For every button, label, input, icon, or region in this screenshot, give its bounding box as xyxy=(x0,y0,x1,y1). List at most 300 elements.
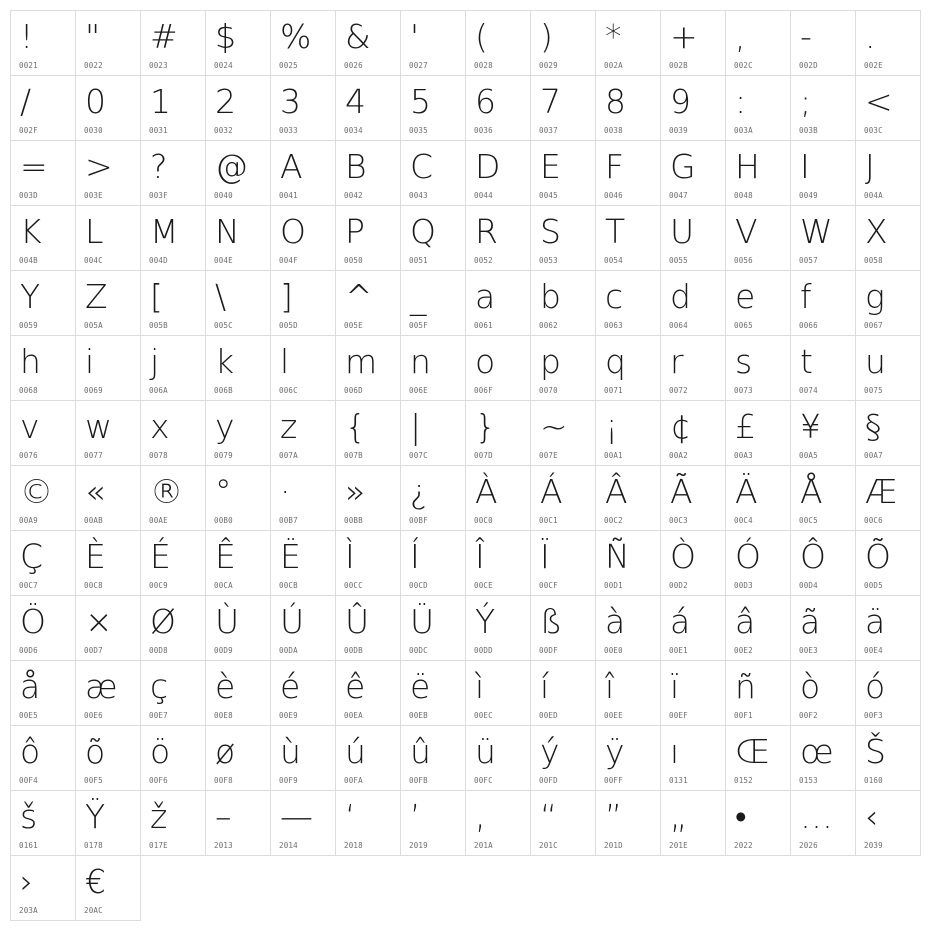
glyph-cell xyxy=(465,530,531,596)
glyph-codepoint-label: 003A xyxy=(734,126,753,135)
glyph-character: Y xyxy=(20,277,41,316)
glyph-cell xyxy=(75,855,141,921)
glyph-cell xyxy=(270,725,336,791)
glyph-character: Ì xyxy=(345,537,355,576)
glyph-cell xyxy=(725,335,791,401)
glyph-character: X xyxy=(865,212,888,251)
glyph-character: Ä xyxy=(735,472,758,511)
glyph-cell xyxy=(205,660,271,726)
glyph-codepoint-label: 003B xyxy=(799,126,818,135)
glyph-character: Ê xyxy=(215,537,236,576)
glyph-codepoint-label: 00D9 xyxy=(214,646,233,655)
glyph-character: – xyxy=(215,797,232,836)
glyph-character: è xyxy=(215,667,236,706)
glyph-cell xyxy=(855,205,921,271)
glyph-codepoint-label: 0056 xyxy=(734,256,753,265)
glyph-cell xyxy=(530,465,596,531)
glyph-character: H xyxy=(735,147,760,186)
glyph-cell xyxy=(595,205,661,271)
glyph-character: s xyxy=(735,342,753,381)
glyph-cell xyxy=(205,465,271,531)
glyph-cell xyxy=(10,140,76,206)
glyph-codepoint-label: 00DD xyxy=(474,646,493,655)
glyph-character: ! xyxy=(20,17,34,56)
glyph-codepoint-label: 0161 xyxy=(19,841,38,850)
glyph-character: › xyxy=(20,862,34,901)
glyph-cell xyxy=(140,790,206,856)
glyph-character: p xyxy=(540,342,561,381)
glyph-character: " xyxy=(85,17,101,56)
glyph-cell xyxy=(530,660,596,726)
glyph-character: É xyxy=(150,537,171,576)
glyph-codepoint-label: 00A2 xyxy=(669,451,688,460)
glyph-cell xyxy=(335,400,401,466)
glyph-cell xyxy=(75,595,141,661)
glyph-cell xyxy=(725,400,791,466)
glyph-cell xyxy=(270,465,336,531)
glyph-codepoint-label: 2013 xyxy=(214,841,233,850)
glyph-character: A xyxy=(280,147,303,186)
glyph-codepoint-label: 0065 xyxy=(734,321,753,330)
glyph-codepoint-label: 00D5 xyxy=(864,581,883,590)
glyph-character: Ë xyxy=(280,537,301,576)
glyph-character: Ý xyxy=(475,602,496,641)
glyph-cell xyxy=(465,270,531,336)
glyph-codepoint-label: 0037 xyxy=(539,126,558,135)
glyph-codepoint-label: 005B xyxy=(149,321,168,330)
glyph-cell xyxy=(725,270,791,336)
glyph-codepoint-label: 004B xyxy=(19,256,38,265)
glyph-cell xyxy=(335,10,401,76)
glyph-codepoint-label: 006B xyxy=(214,386,233,395)
glyph-codepoint-label: 0028 xyxy=(474,61,493,70)
glyph-character: * xyxy=(605,17,622,56)
glyph-cell xyxy=(530,400,596,466)
glyph-codepoint-label: 00E8 xyxy=(214,711,233,720)
glyph-character: x xyxy=(150,407,170,446)
glyph-cell xyxy=(10,790,76,856)
glyph-cell xyxy=(595,790,661,856)
glyph-cell xyxy=(205,790,271,856)
glyph-character: ù xyxy=(280,732,301,771)
glyph-character: $ xyxy=(215,17,236,56)
glyph-codepoint-label: 00E6 xyxy=(84,711,103,720)
glyph-cell xyxy=(660,465,726,531)
glyph-cell xyxy=(75,205,141,271)
glyph-cell xyxy=(725,790,791,856)
glyph-codepoint-label: 006E xyxy=(409,386,428,395)
glyph-character: j xyxy=(150,342,160,381)
glyph-cell xyxy=(660,10,726,76)
glyph-codepoint-label: 0025 xyxy=(279,61,298,70)
glyph-cell xyxy=(335,270,401,336)
glyph-codepoint-label: 0075 xyxy=(864,386,883,395)
glyph-codepoint-label: 0063 xyxy=(604,321,623,330)
glyph-character: o xyxy=(475,342,496,381)
glyph-character: ø xyxy=(215,732,236,771)
glyph-codepoint-label: 002D xyxy=(799,61,818,70)
glyph-character: Ö xyxy=(20,602,46,641)
glyph-character: ‘ xyxy=(345,797,356,836)
glyph-character: « xyxy=(85,472,106,511)
glyph-character: t xyxy=(800,342,813,381)
glyph-codepoint-label: 00CF xyxy=(539,581,558,590)
glyph-cell xyxy=(790,660,856,726)
glyph-character: h xyxy=(20,342,41,381)
glyph-character: Õ xyxy=(865,537,891,576)
glyph-codepoint-label: 005F xyxy=(409,321,428,330)
glyph-codepoint-label: 00E0 xyxy=(604,646,623,655)
glyph-cell xyxy=(140,530,206,596)
glyph-codepoint-label: 0079 xyxy=(214,451,233,460)
glyph-character: Ï xyxy=(540,537,550,576)
glyph-cell xyxy=(75,270,141,336)
glyph-cell xyxy=(335,140,401,206)
glyph-cell xyxy=(140,400,206,466)
glyph-character: ÿ xyxy=(605,732,625,771)
glyph-cell xyxy=(400,725,466,791)
glyph-character: Ú xyxy=(280,602,305,641)
glyph-codepoint-label: 007D xyxy=(474,451,493,460)
glyph-cell xyxy=(790,205,856,271)
glyph-cell xyxy=(790,725,856,791)
glyph-character: ß xyxy=(540,602,563,641)
glyph-character: ì xyxy=(475,667,485,706)
glyph-codepoint-label: 00AB xyxy=(84,516,103,525)
glyph-cell xyxy=(10,725,76,791)
glyph-codepoint-label: 005C xyxy=(214,321,233,330)
glyph-cell xyxy=(140,75,206,141)
glyph-character: < xyxy=(865,82,893,121)
glyph-character: % xyxy=(280,17,312,56)
glyph-codepoint-label: 0067 xyxy=(864,321,883,330)
glyph-codepoint-label: 2018 xyxy=(344,841,363,850)
glyph-codepoint-label: 0052 xyxy=(474,256,493,265)
glyph-codepoint-label: 2014 xyxy=(279,841,298,850)
glyph-character: æ xyxy=(85,667,118,706)
glyph-cell xyxy=(530,335,596,401)
glyph-character: J xyxy=(865,147,875,186)
glyph-character: Æ xyxy=(865,472,898,511)
glyph-character: v xyxy=(20,407,40,446)
glyph-codepoint-label: 203A xyxy=(19,906,38,915)
glyph-character: u xyxy=(865,342,886,381)
glyph-cell xyxy=(595,595,661,661)
glyph-character: f xyxy=(800,277,812,316)
glyph-character: # xyxy=(150,17,178,56)
glyph-codepoint-label: 0042 xyxy=(344,191,363,200)
glyph-cell xyxy=(725,595,791,661)
glyph-cell xyxy=(855,595,921,661)
glyph-cell xyxy=(725,10,791,76)
glyph-character: Ñ xyxy=(605,537,630,576)
glyph-character: · xyxy=(280,472,291,511)
glyph-codepoint-label: 201D xyxy=(604,841,623,850)
glyph-codepoint-label: 0046 xyxy=(604,191,623,200)
glyph-codepoint-label: 00F3 xyxy=(864,711,883,720)
glyph-character: i xyxy=(85,342,95,381)
glyph-cell xyxy=(75,660,141,726)
glyph-codepoint-label: 201C xyxy=(539,841,558,850)
glyph-character: | xyxy=(410,407,422,446)
glyph-cell xyxy=(465,725,531,791)
glyph-character: S xyxy=(540,212,561,251)
glyph-character: - xyxy=(800,17,812,56)
glyph-codepoint-label: 0047 xyxy=(669,191,688,200)
glyph-codepoint-label: 00CE xyxy=(474,581,493,590)
glyph-character: = xyxy=(20,147,48,186)
glyph-character: Q xyxy=(410,212,436,251)
glyph-codepoint-label: 004A xyxy=(864,191,883,200)
glyph-cell xyxy=(790,530,856,596)
glyph-cell xyxy=(270,205,336,271)
glyph-cell xyxy=(660,660,726,726)
glyph-cell xyxy=(270,335,336,401)
glyph-character: Z xyxy=(85,277,108,316)
glyph-cell xyxy=(530,790,596,856)
glyph-codepoint-label: 0030 xyxy=(84,126,103,135)
glyph-codepoint-label: 0074 xyxy=(799,386,818,395)
glyph-codepoint-label: 2026 xyxy=(799,841,818,850)
glyph-cell xyxy=(400,10,466,76)
glyph-character: ç xyxy=(150,667,169,706)
glyph-character: [ xyxy=(150,277,163,316)
glyph-character: ® xyxy=(150,472,183,511)
glyph-character: ê xyxy=(345,667,366,706)
glyph-cell xyxy=(335,335,401,401)
glyph-character: “ xyxy=(540,797,558,836)
glyph-cell xyxy=(205,400,271,466)
glyph-character: î xyxy=(605,667,615,706)
glyph-codepoint-label: 002F xyxy=(19,126,38,135)
glyph-codepoint-label: 00DB xyxy=(344,646,363,655)
glyph-cell xyxy=(10,75,76,141)
glyph-cell xyxy=(790,140,856,206)
glyph-character: × xyxy=(85,602,113,641)
glyph-character: 8 xyxy=(605,82,626,121)
glyph-codepoint-label: 00CB xyxy=(279,581,298,590)
glyph-cell xyxy=(205,530,271,596)
glyph-codepoint-label: 00C7 xyxy=(19,581,38,590)
glyph-codepoint-label: 0153 xyxy=(799,776,818,785)
glyph-character: » xyxy=(345,472,366,511)
glyph-cell xyxy=(140,595,206,661)
glyph-cell xyxy=(530,75,596,141)
glyph-cell xyxy=(465,595,531,661)
glyph-cell xyxy=(530,270,596,336)
glyph-character: — xyxy=(280,797,313,836)
glyph-character: 2 xyxy=(215,82,236,121)
glyph-cell xyxy=(335,725,401,791)
glyph-character: Œ xyxy=(735,732,771,771)
glyph-codepoint-label: 0048 xyxy=(734,191,753,200)
glyph-codepoint-label: 005E xyxy=(344,321,363,330)
glyph-character: ; xyxy=(800,82,812,121)
glyph-character: ã xyxy=(800,602,821,641)
glyph-cell xyxy=(75,335,141,401)
glyph-cell xyxy=(10,855,76,921)
glyph-cell xyxy=(335,530,401,596)
glyph-codepoint-label: 00AE xyxy=(149,516,168,525)
glyph-codepoint-label: 0033 xyxy=(279,126,298,135)
glyph-codepoint-label: 00DA xyxy=(279,646,298,655)
glyph-character: ‹ xyxy=(865,797,879,836)
glyph-codepoint-label: 00BF xyxy=(409,516,428,525)
glyph-cell xyxy=(75,10,141,76)
glyph-cell xyxy=(75,140,141,206)
glyph-character: 9 xyxy=(670,82,691,121)
glyph-codepoint-label: 006C xyxy=(279,386,298,395)
glyph-character: + xyxy=(670,17,698,56)
glyph-character: R xyxy=(475,212,498,251)
glyph-cell xyxy=(725,75,791,141)
glyph-cell xyxy=(725,140,791,206)
glyph-cell xyxy=(270,270,336,336)
glyph-cell xyxy=(660,790,726,856)
glyph-character: C xyxy=(410,147,434,186)
glyph-character: ¿ xyxy=(410,472,428,511)
glyph-codepoint-label: 00FB xyxy=(409,776,428,785)
glyph-codepoint-label: 0178 xyxy=(84,841,103,850)
glyph-character: Ù xyxy=(215,602,240,641)
glyph-character: ô xyxy=(20,732,41,771)
glyph-codepoint-label: 00D4 xyxy=(799,581,818,590)
glyph-cell xyxy=(10,660,76,726)
glyph-codepoint-label: 0059 xyxy=(19,321,38,330)
glyph-cell xyxy=(855,75,921,141)
glyph-character: E xyxy=(540,147,561,186)
glyph-codepoint-label: 007E xyxy=(539,451,558,460)
glyph-cell xyxy=(855,400,921,466)
glyph-cell xyxy=(465,75,531,141)
glyph-cell xyxy=(790,75,856,141)
glyph-character: ‚ xyxy=(475,797,486,836)
glyph-codepoint-label: 0160 xyxy=(864,776,883,785)
glyph-codepoint-label: 00C6 xyxy=(864,516,883,525)
glyph-codepoint-label: 00D2 xyxy=(669,581,688,590)
glyph-character: B xyxy=(345,147,367,186)
glyph-codepoint-label: 0077 xyxy=(84,451,103,460)
glyph-character: L xyxy=(85,212,104,251)
glyph-cell xyxy=(790,270,856,336)
glyph-cell xyxy=(595,75,661,141)
glyph-character: e xyxy=(735,277,756,316)
glyph-character: Å xyxy=(800,472,823,511)
glyph-codepoint-label: 00E3 xyxy=(799,646,818,655)
glyph-character: @ xyxy=(215,147,248,186)
glyph-character: Ü xyxy=(410,602,435,641)
glyph-codepoint-label: 004C xyxy=(84,256,103,265)
glyph-character: Û xyxy=(345,602,370,641)
glyph-cell xyxy=(205,595,271,661)
glyph-cell xyxy=(75,465,141,531)
glyph-character: 3 xyxy=(280,82,301,121)
glyph-character: ( xyxy=(475,17,488,56)
glyph-cell xyxy=(855,465,921,531)
glyph-cell xyxy=(660,725,726,791)
glyph-character: G xyxy=(670,147,696,186)
glyph-codepoint-label: 0061 xyxy=(474,321,493,330)
glyph-codepoint-label: 00D6 xyxy=(19,646,38,655)
glyph-cell xyxy=(10,10,76,76)
glyph-codepoint-label: 0029 xyxy=(539,61,558,70)
glyph-character: 1 xyxy=(150,82,171,121)
glyph-character: ò xyxy=(800,667,821,706)
glyph-cell xyxy=(465,205,531,271)
glyph-codepoint-label: 201E xyxy=(669,841,688,850)
glyph-cell xyxy=(790,790,856,856)
glyph-codepoint-label: 007A xyxy=(279,451,298,460)
glyph-cell xyxy=(75,400,141,466)
glyph-character: N xyxy=(215,212,240,251)
glyph-character: Î xyxy=(475,537,485,576)
glyph-codepoint-label: 00A5 xyxy=(799,451,818,460)
glyph-character: ’ xyxy=(410,797,421,836)
glyph-cell xyxy=(270,595,336,661)
glyph-cell xyxy=(530,725,596,791)
glyph-codepoint-label: 201A xyxy=(474,841,493,850)
glyph-character: Ã xyxy=(670,472,693,511)
glyph-cell xyxy=(335,205,401,271)
glyph-codepoint-label: 00EC xyxy=(474,711,493,720)
glyph-character: n xyxy=(410,342,431,381)
glyph-character: ' xyxy=(410,17,420,56)
glyph-codepoint-label: 0027 xyxy=(409,61,428,70)
glyph-character: ¡ xyxy=(605,407,619,446)
glyph-cell xyxy=(10,335,76,401)
glyph-cell xyxy=(10,530,76,596)
glyph-character: Ò xyxy=(670,537,696,576)
glyph-cell xyxy=(10,400,76,466)
glyph-character: Ÿ xyxy=(85,797,106,836)
glyph-character: a xyxy=(475,277,496,316)
glyph-codepoint-label: 00D8 xyxy=(149,646,168,655)
glyph-codepoint-label: 00FA xyxy=(344,776,363,785)
glyph-cell xyxy=(400,660,466,726)
glyph-cell xyxy=(400,205,466,271)
glyph-character: Ø xyxy=(150,602,176,641)
glyph-cell xyxy=(465,400,531,466)
glyph-character: € xyxy=(85,862,106,901)
glyph-cell xyxy=(465,660,531,726)
glyph-codepoint-label: 0036 xyxy=(474,126,493,135)
glyph-cell xyxy=(335,595,401,661)
glyph-codepoint-label: 003E xyxy=(84,191,103,200)
glyph-cell xyxy=(205,725,271,791)
glyph-character: ) xyxy=(540,17,553,56)
glyph-codepoint-label: 00F1 xyxy=(734,711,753,720)
glyph-codepoint-label: 00DF xyxy=(539,646,558,655)
glyph-character: Á xyxy=(540,472,563,511)
glyph-codepoint-label: 0072 xyxy=(669,386,688,395)
glyph-cell xyxy=(595,725,661,791)
glyph-cell xyxy=(595,660,661,726)
glyph-codepoint-label: 00CD xyxy=(409,581,428,590)
glyph-cell xyxy=(205,140,271,206)
glyph-cell xyxy=(270,660,336,726)
glyph-codepoint-label: 004F xyxy=(279,256,298,265)
glyph-character: { xyxy=(345,407,366,446)
glyph-codepoint-label: 0066 xyxy=(799,321,818,330)
glyph-codepoint-label: 00F8 xyxy=(214,776,233,785)
glyph-cell xyxy=(595,335,661,401)
glyph-cell xyxy=(10,205,76,271)
glyph-codepoint-label: 00E9 xyxy=(279,711,298,720)
glyph-codepoint-label: 00A7 xyxy=(864,451,883,460)
glyph-codepoint-label: 2022 xyxy=(734,841,753,850)
glyph-codepoint-label: 0058 xyxy=(864,256,883,265)
glyph-codepoint-label: 00F6 xyxy=(149,776,168,785)
